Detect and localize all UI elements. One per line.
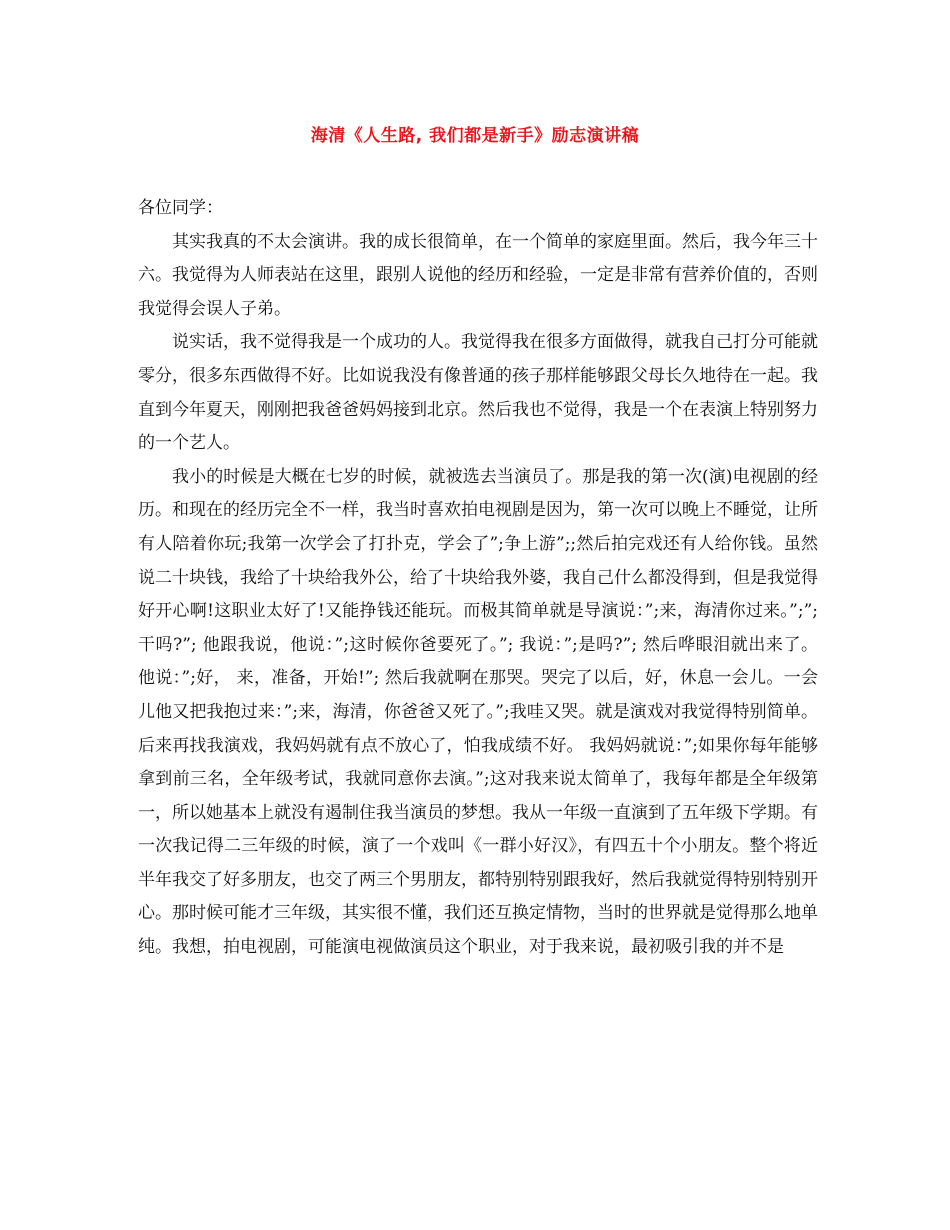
salutation: 各位同学：	[138, 198, 223, 218]
paragraph-2: 说实话，我不觉得我是一个成功的人。我觉得我在很多方面做得，就我自己打分可能就零分，很多东西做得不好。比如说我没有像普通的孩子那样能够跟父母长久地待在一起。我直到今年夏天，刚刚把我爸爸妈妈接到北京。然后我也不觉得，我是一个在表演上特别努力的一个艺人。	[138, 332, 818, 454]
paragraph-1: 其实我真的不太会演讲。我的成长很简单，在一个简单的家庭里面。然后，我今年三十六。我觉得为人师表站在这里，跟别人说他的经历和经验，一定是非常有营养价值的，否则我觉得会误人子弟。	[138, 231, 818, 319]
document-title: 海清《人生路, 我们都是新手》励志演讲稿	[310, 126, 640, 146]
document-body	[138, 192, 818, 965]
paragraph-3: 我小的时候是大概在七岁的时候，就被选去当演员了。那是我的第一次(演)电视剧的经历。和现在的经历完全不一样，我当时喜欢拍电视剧是因为，第一次可以晚上不睡觉，让所有人陪着你玩;我第一次学会了打扑克，学会了”;争上游”;;然后拍完戏还有人给你钱。虽然说二十块钱，我给了十块给我外公，给了十块给我外婆，我自己什么都没得到，但是我觉得好开心啊!这职业太好了!又能挣钱还能玩。而极其简单就是导演说：”;来，海清你过来。”;”;干吗?”; 他跟我说，他说：”;这时候你爸要死了。”; 我说：”;是吗?”; 然后哗眼泪就出来了。 他说：”;好， 来，准备，开始!”; 然后我就啊在那哭。哭完了以后，好，休息一会儿。一会儿他又把我抱过来：”;来，海清，你爸爸又死了。”;我哇又哭。就是演戏对我觉得特别简单。后来再找我演戏，我妈妈就有点不放心了，怕我成绩不好。 我妈妈就说：”;如果你每年能够拿到前三名，全年级考试，我就同意你去演。”;这对我来说太简单了，我每年都是全年级第一，所以她基本上就没有遏制住我当演员的梦想。我从一年级一直演到了五年级下学期。有一次我记得二三年级的时候，演了一个戏叫《一群小好汉》，有四五十个小朋友。整个将近半年我交了好多朋友，也交了两三个男朋友，都特别特别跟我好，然后我就觉得特别特别开心。那时候可能才三年级，其实很不懂，我们还互换定情物，当时的世界就是觉得那么地单纯。我想，拍电视剧，可能演电视做演员这个职业，对于我来说，最初吸引我的并不是	[138, 466, 818, 958]
